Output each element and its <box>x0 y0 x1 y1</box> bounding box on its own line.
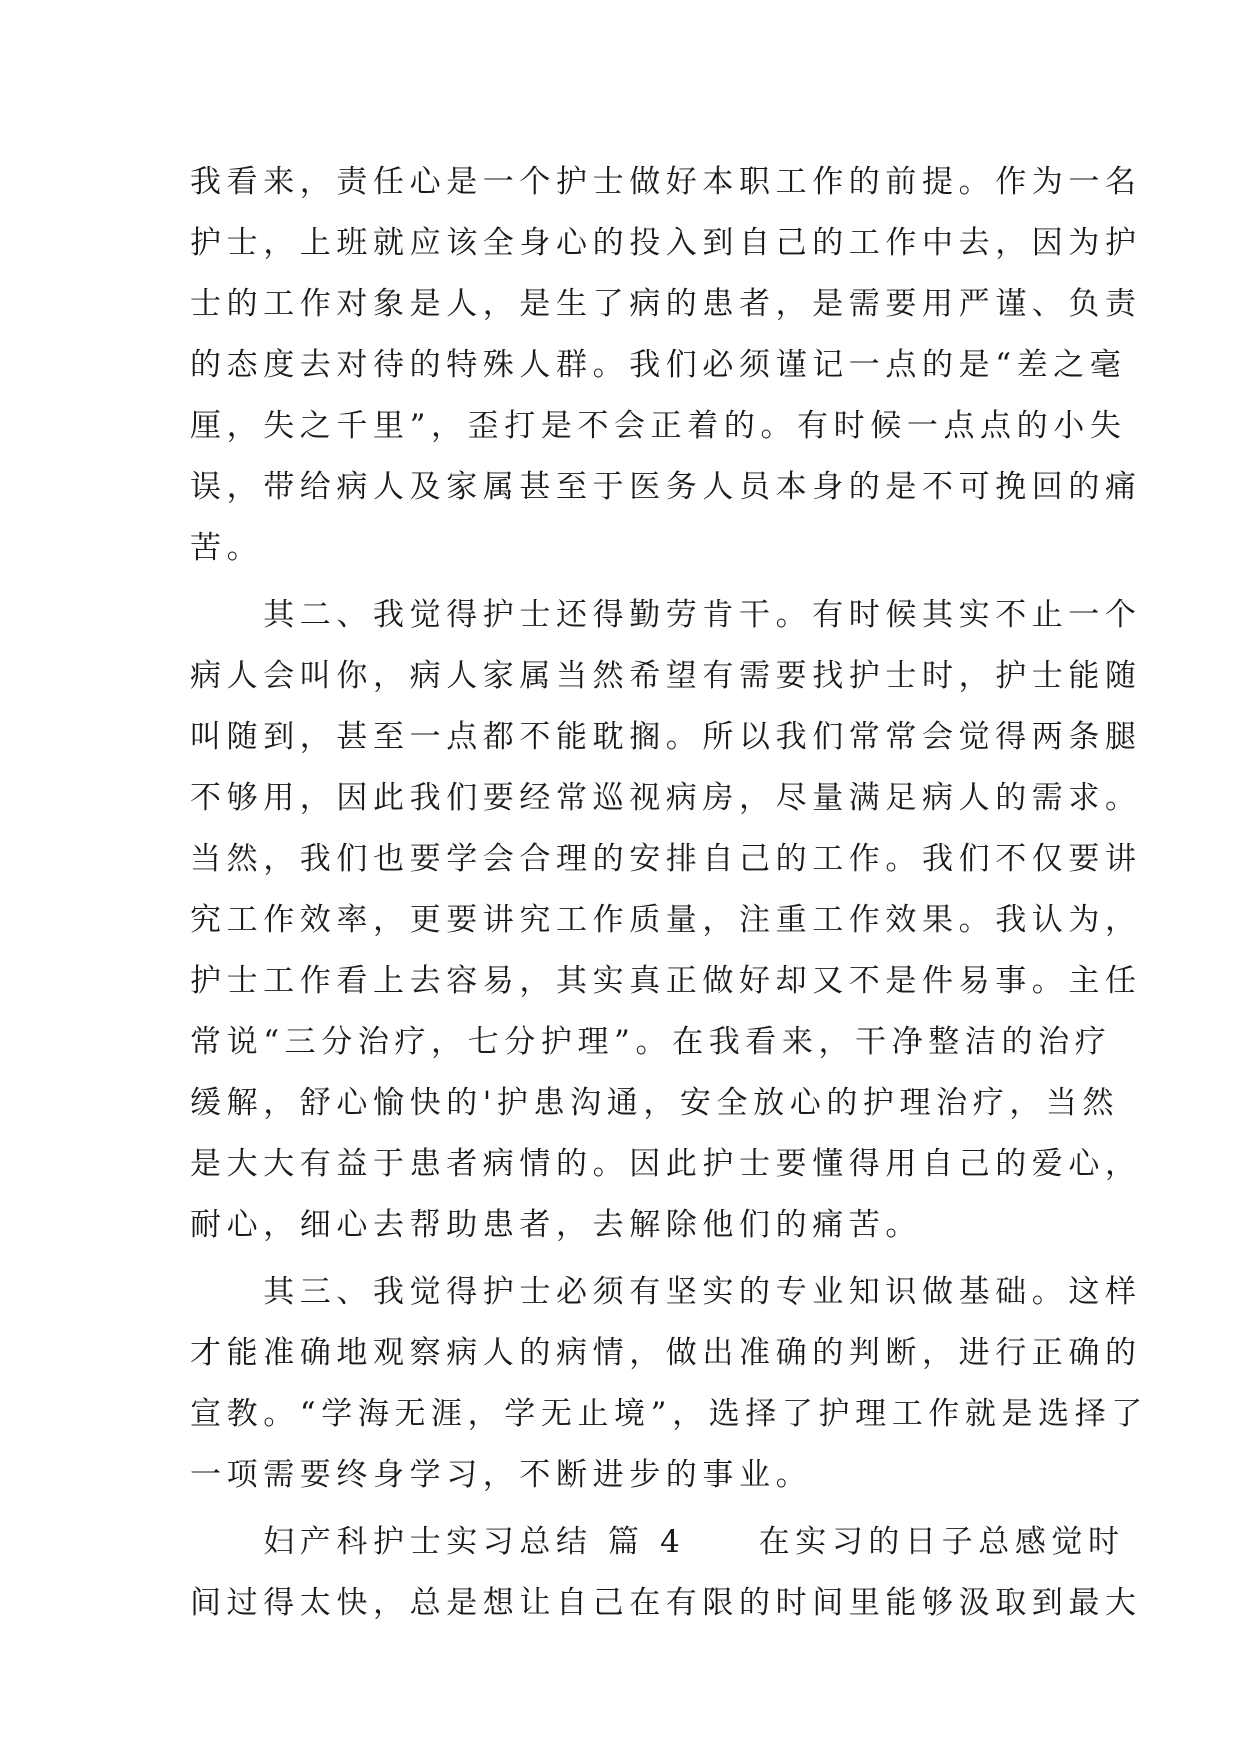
text-line: 缓解，舒心愉快的'护患沟通，安全放心的护理治疗，当然 <box>190 1085 1120 1121</box>
text-line: 士的工作对象是人，是生了病的患者，是需要用严谨、负责 <box>190 286 1142 322</box>
text-line: 究工作效率，更要讲究工作质量，注重工作效果。我认为， <box>190 902 1142 938</box>
text-line: 的态度去对待的特殊人群。我们必须谨记一点的是“差之毫 <box>190 347 1127 383</box>
text-line: 当然，我们也要学会合理的安排自己的工作。我们不仅要讲 <box>190 841 1142 877</box>
text-line: 是大大有益于患者病情的。因此护士要懂得用自己的爱心， <box>190 1146 1142 1182</box>
text-line: 护士工作看上去容易，其实真正做好却又不是件易事。主任 <box>190 963 1142 999</box>
text-line: 不够用，因此我们要经常巡视病房，尽量满足病人的需求。 <box>190 780 1142 816</box>
body-text <box>190 152 1148 1634</box>
text-line: 病人会叫你，病人家属当然希望有需要找护士时，护士能随 <box>190 658 1142 694</box>
text-line: 护士，上班就应该全身心的投入到自己的工作中去，因为护 <box>190 225 1142 261</box>
text-line: 宣教。“学海无涯，学无止境”，选择了护理工作就是选择了 <box>190 1396 1148 1432</box>
text-line: 叫随到，甚至一点都不能耽搁。所以我们常常会觉得两条腿 <box>190 719 1142 755</box>
text-line: 其三、我觉得护士必须有坚实的专业知识做基础。这样 <box>190 1274 1142 1310</box>
text-line: 我看来，责任心是一个护士做好本职工作的前提。作为一名 <box>190 164 1142 200</box>
text-line: 耐心，细心去帮助患者，去解除他们的痛苦。 <box>190 1207 922 1243</box>
text-line: 误，带给病人及家属甚至于医务人员本身的是不可挽回的痛 <box>190 469 1142 505</box>
text-line: 一项需要终身学习，不断进步的事业。 <box>190 1457 813 1493</box>
text-line: 才能准确地观察病人的病情，做出准确的判断，进行正确的 <box>190 1335 1142 1371</box>
text-line: 其二、我觉得护士还得勤劳肯干。有时候其实不止一个 <box>190 597 1142 633</box>
text-line: 妇产科护士实习总结 篇 4 在实习的日子总感觉时 <box>190 1524 1125 1560</box>
text-line: 厘，失之千里”，歪打是不会正着的。有时候一点点的小失 <box>190 408 1127 444</box>
text-line: 常说“三分治疗，七分护理”。在我看来，干净整洁的治疗 <box>190 1024 1112 1060</box>
text-line: 苦。 <box>190 530 264 566</box>
text-line: 间过得太快，总是想让自己在有限的时间里能够汲取到最大 <box>190 1585 1142 1621</box>
